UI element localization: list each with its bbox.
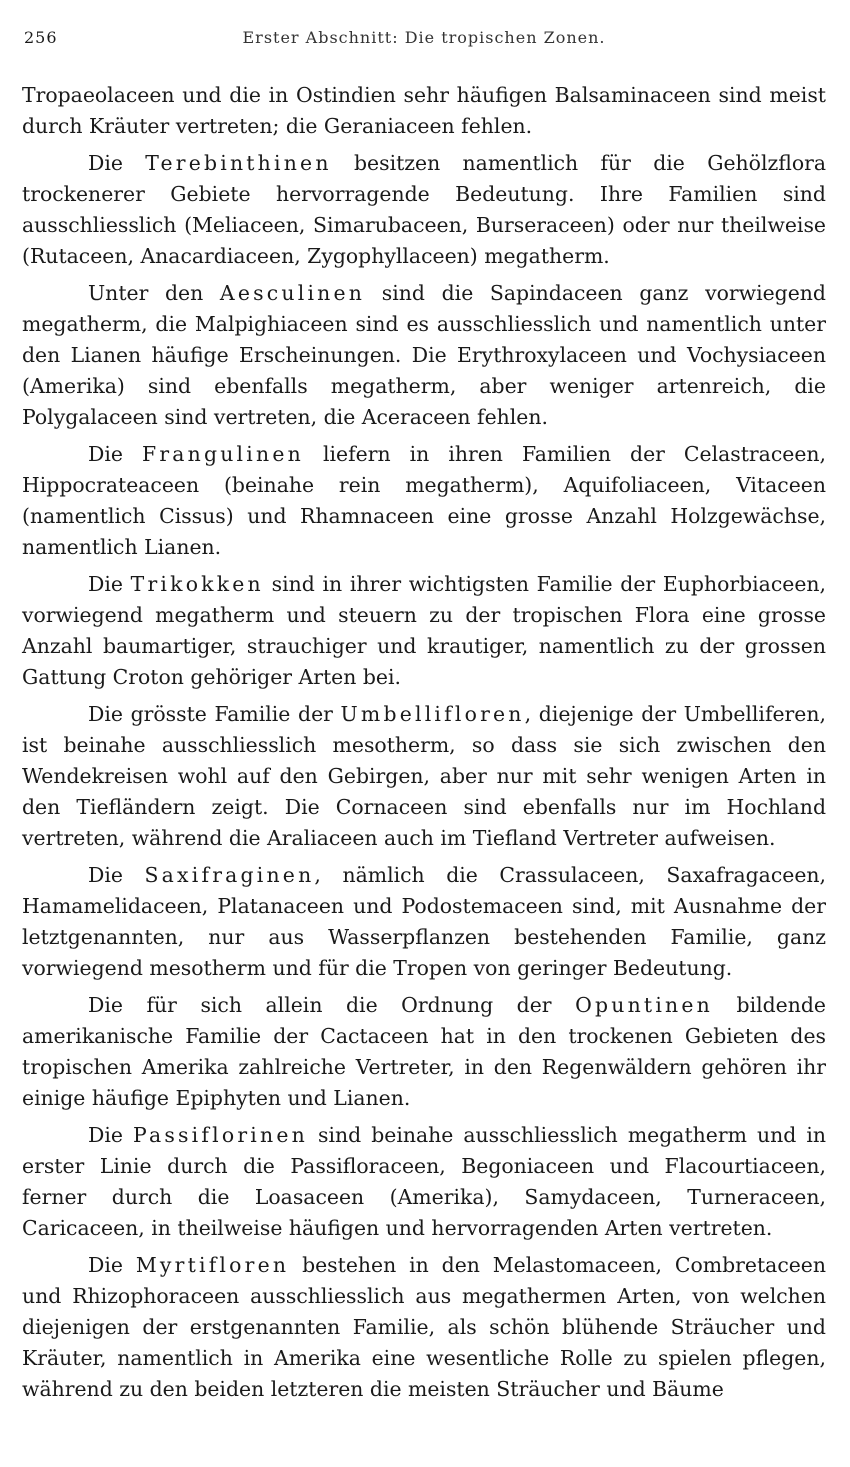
- text-segment: Die: [88, 1253, 136, 1277]
- spaced-term: Umbellifloren: [340, 702, 525, 726]
- text-segment: Die: [88, 442, 142, 466]
- spaced-term: Frangulinen: [141, 442, 304, 466]
- text-segment: Die: [88, 1123, 133, 1147]
- paragraph: [22, 80, 826, 142]
- text-segment: besitzen namentlich für die Gehölzflora trockenerer Gebiete hervorragende Bedeutung. Ihre Familien sind ausschliesslich (Meliaceen, Simarubaceen, Burseraceen) oder nur theilweise (Rutaceen, Anacardiaceen, Zygophyllaceen) megatherm.: [22, 151, 827, 268]
- text-segment: Die grösste Familie der: [88, 702, 341, 726]
- spaced-term: Passiflorinen: [132, 1123, 308, 1147]
- running-title: Erster Abschnitt: Die tropischen Zonen.: [242, 28, 606, 47]
- spaced-term: Trikokken: [130, 572, 264, 596]
- paragraph: [22, 860, 826, 984]
- text-segment: Die: [88, 151, 146, 175]
- book-page: [22, 0, 826, 1467]
- spaced-term: Myrtifloren: [135, 1253, 290, 1277]
- text-segment: Unter den: [88, 281, 220, 305]
- text-segment: bestehen in den Melastomaceen, Combretaceen und Rhizophoraceen ausschliesslich aus megathermen Arten, von welchen diejenigen der erstgenannten Familie, als schön blühende Sträucher und Kräuter, namentlich in Amerika eine wesentliche Rolle zu spielen pflegen, während zu den beiden letzteren die meisten Sträucher und Bäume: [22, 1253, 827, 1401]
- paragraph: [22, 439, 826, 563]
- text-segment: Die: [88, 863, 145, 887]
- text-segment: bildende amerikanische Familie der Cactaceen hat in den trockenen Gebieten des tropischen Amerika zahlreiche Vertreter, in den Regenwäldern gehören ihr einige häufige Epiphyten und Lianen.: [22, 993, 826, 1110]
- text-segment: , diejenige der Umbelliferen, ist beinahe ausschliesslich mesotherm, so dass sie sich zwischen den Wendekreisen wohl auf den Gebirgen, aber nur mit sehr wenigen Arten in den Tiefländern zeigt. Die Cornaceen sind ebenfalls nur im Hochland vertreten, während die Araliaceen auch im Tiefland Vertreter aufweisen.: [22, 702, 826, 850]
- spaced-term: Aesculinen: [219, 281, 366, 305]
- paragraph: [22, 1120, 826, 1244]
- paragraph: [22, 569, 826, 693]
- text-segment: sind beinahe ausschliesslich megatherm und in erster Linie durch die Passifloraceen, Begoniaceen und Flacourtiaceen, ferner durch die Loasaceen (Amerika), Samydaceen, Turneraceen, Caricaceen, in theilweise häufigen und hervorragenden Arten vertreten.: [22, 1123, 826, 1240]
- page-number: 256: [24, 28, 58, 47]
- paragraph: [22, 148, 826, 272]
- paragraph: [22, 990, 826, 1114]
- paragraph: [22, 278, 826, 433]
- text-segment: Tropaeolaceen und die in Ostindien sehr häufigen Balsaminaceen sind meist durch Kräuter vertreten; die Geraniaceen fehlen.: [22, 83, 826, 138]
- text-segment: sind die Sapindaceen ganz vorwiegend megatherm, die Malpighiaceen sind es ausschliesslich und namentlich unter den Lianen häufige Erscheinungen. Die Erythroxylaceen und Vochysiaceen (Amerika) sind ebenfalls megatherm, aber weniger artenreich, die Polygalaceen sind vertreten, die Aceraceen fehlen.: [22, 281, 826, 429]
- spaced-term: Saxifraginen: [144, 863, 315, 887]
- text-segment: Die für sich allein die Ordnung der: [88, 993, 576, 1017]
- page-header: [22, 28, 826, 58]
- spaced-term: Opuntinen: [575, 993, 713, 1017]
- paragraph: [22, 699, 826, 854]
- text-segment: , nämlich die Crassulaceen, Saxafragaceen, Hamamelidaceen, Platanaceen und Podostemaceen sind, mit Ausnahme der letztgenannten, nur aus Wasserpflanzen bestehenden Familie, ganz vorwiegend mesotherm und für die Tropen von geringer Bedeutung.: [22, 863, 826, 980]
- body-text: [22, 80, 826, 1411]
- text-segment: Die: [88, 572, 131, 596]
- text-segment: liefern in ihren Familien der Celastraceen, Hippocrateaceen (beinahe rein megatherm), Aquifoliaceen, Vitaceen (namentlich Cissus) und Rhamnaceen eine grosse Anzahl Holzgewächse, namentlich Lianen.: [22, 442, 826, 559]
- text-segment: sind in ihrer wichtigsten Familie der Euphorbiaceen, vorwiegend megatherm und steuern zu der tropischen Flora eine grosse Anzahl baumartiger, strauchiger und krautiger, namentlich zu der grossen Gattung Croton gehöriger Arten bei.: [22, 572, 827, 689]
- spaced-term: Terebinthinen: [145, 151, 332, 175]
- paragraph: [22, 1250, 826, 1405]
